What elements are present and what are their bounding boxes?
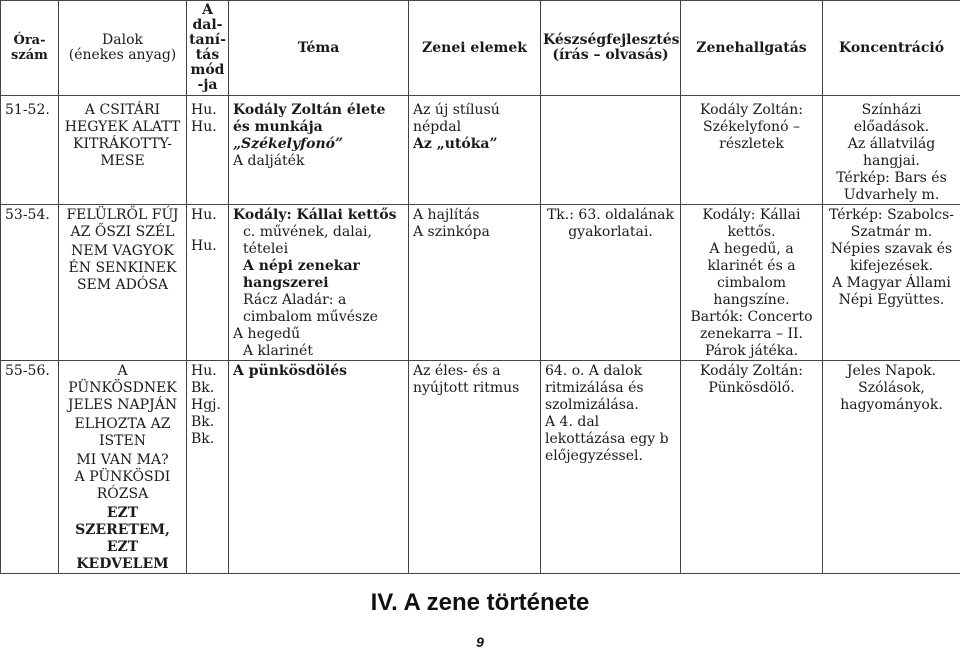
header-keszseg-text: Készségfejlesztés (írás – olvasás) bbox=[543, 32, 680, 63]
song-title: NEM VAGYOK ÉN SENKINEK SEM ADÓSA bbox=[68, 243, 177, 293]
cell-zenehallgatas bbox=[681, 361, 823, 574]
method-value: Bk. bbox=[191, 414, 215, 430]
topic-line: c. művének, dalai, tételei bbox=[243, 224, 372, 257]
listening-item: Kodály: Kállai kettős. bbox=[702, 207, 801, 240]
cell-keszseg bbox=[541, 205, 681, 361]
music-element: Az „utóka” bbox=[413, 136, 498, 152]
cell-mod bbox=[187, 205, 229, 361]
cell-zenehallgatas bbox=[681, 96, 823, 205]
method-value: Hgj. bbox=[191, 397, 221, 413]
music-element: A szinkópa bbox=[413, 224, 490, 240]
skill-item: 64. o. A dalok ritmizálása és szolmizálása. bbox=[545, 363, 644, 413]
method-value: Hu. bbox=[191, 238, 217, 254]
concentration-item: Szólások, hagyományok. bbox=[840, 380, 943, 413]
header-ora bbox=[1, 1, 59, 96]
topic-line: A klarinét bbox=[243, 343, 313, 359]
song-title: ELHOZTA AZ ISTEN bbox=[74, 416, 171, 449]
method-value: Bk. bbox=[191, 380, 215, 396]
header-dalok bbox=[59, 1, 187, 96]
cell-zenei bbox=[409, 361, 541, 574]
header-row bbox=[1, 1, 960, 96]
header-mod-text: A dal- taní- tás mód -ja bbox=[189, 2, 226, 93]
cell-koncentracio bbox=[823, 205, 960, 361]
chapter-title: IV. A zene története bbox=[370, 589, 590, 616]
cell-dalok bbox=[59, 361, 187, 574]
cell-mod bbox=[187, 96, 229, 205]
cell-dalok bbox=[59, 205, 187, 361]
concentration-item: Az állatvilág hangjai. bbox=[847, 136, 936, 169]
method-value: Hu. bbox=[191, 119, 217, 135]
header-zenei-text: Zenei elemek bbox=[422, 39, 527, 56]
method-value: Hu. bbox=[191, 363, 217, 379]
cell-koncentracio bbox=[823, 361, 960, 574]
topic-line: Kodály Zoltán élete és munkája bbox=[233, 102, 386, 135]
ora-value: 51-52. bbox=[5, 102, 50, 118]
header-ora-text: Óra- szám bbox=[11, 33, 48, 63]
method-value: Hu. bbox=[191, 207, 217, 223]
cell-mod bbox=[187, 361, 229, 574]
topic-line: A népi zenekar hangszerei bbox=[243, 258, 360, 291]
cell-zenei bbox=[409, 205, 541, 361]
topic-line: A pünkösdölés bbox=[233, 363, 348, 379]
cell-dalok bbox=[59, 96, 187, 205]
cell-ora bbox=[1, 205, 59, 361]
cell-zenehallgatas bbox=[681, 205, 823, 361]
topic-line: Kodály: Kállai kettős bbox=[233, 207, 397, 223]
cell-tema bbox=[229, 205, 409, 361]
concentration-item: A Magyar Állami Népi Együttes. bbox=[832, 275, 951, 308]
song-title: A CSITÁRI HEGYEK ALATT bbox=[64, 102, 181, 135]
song-title: A PÜNKÖSDI RÓZSA bbox=[74, 469, 171, 502]
cell-keszseg bbox=[541, 96, 681, 205]
cell-zenei bbox=[409, 96, 541, 205]
topic-line: A daljáték bbox=[233, 153, 305, 169]
cell-tema bbox=[229, 361, 409, 574]
concentration-item: Népies szavak és kifejezések. bbox=[830, 241, 953, 274]
method-value: Bk. bbox=[191, 431, 215, 447]
header-zenehallgatas bbox=[681, 1, 823, 96]
header-tema-text: Téma bbox=[297, 39, 340, 56]
concentration-item: Térkép: Bars és Udvarhely m. bbox=[836, 170, 947, 203]
skill-item: A 4. dal lekottázása egy b előjegyzéssel. bbox=[545, 414, 669, 464]
method-value: Hu. bbox=[191, 102, 217, 118]
listening-item: Kodály Zoltán: Székelyfonó – részletek bbox=[700, 102, 803, 152]
concentration-item: Jeles Napok. bbox=[846, 363, 937, 379]
page-number: 9 bbox=[476, 634, 484, 650]
header-mod bbox=[187, 1, 229, 96]
cell-ora bbox=[1, 361, 59, 574]
header-tema bbox=[229, 1, 409, 96]
listening-item: A hegedű, a klarinét és a cimbalom hangszíne. bbox=[707, 241, 796, 308]
cell-ora bbox=[1, 96, 59, 205]
song-title: A PÜNKÖSDNEK JELES NAPJÁN bbox=[67, 363, 178, 413]
listening-item: Bartók: Concerto zenekarra – II. Párok játéka. bbox=[690, 309, 813, 359]
song-title: EZT SZERETEM, EZT KEDVELEM bbox=[75, 505, 170, 572]
header-zenehallgatas-text: Zenehallgatás bbox=[696, 39, 807, 56]
song-title: FELÜLRŐL FÚJ AZ ŐSZI SZÉL bbox=[66, 207, 179, 240]
cell-tema bbox=[229, 96, 409, 205]
concentration-item: Színházi előadások. bbox=[853, 102, 930, 135]
music-element: A hajlítás bbox=[413, 207, 480, 223]
song-title: KITRÁKOTTY-MESE bbox=[73, 136, 172, 169]
table-row bbox=[1, 96, 960, 205]
header-zenei bbox=[409, 1, 541, 96]
topic-line: A hegedű bbox=[233, 326, 301, 342]
cell-keszseg bbox=[541, 361, 681, 574]
ora-value: 55-56. bbox=[5, 363, 50, 379]
cell-koncentracio bbox=[823, 96, 960, 205]
ora-value: 53-54. bbox=[5, 207, 50, 223]
music-element: Az éles- és a nyújtott ritmus bbox=[413, 363, 520, 396]
header-koncentracio bbox=[823, 1, 960, 96]
topic-line: Rácz Aladár: a cimbalom művésze bbox=[243, 292, 378, 325]
table-row bbox=[1, 205, 960, 361]
concentration-item: Térkép: Szabolcs-Szatmár m. bbox=[828, 207, 955, 240]
listening-item: Kodály Zoltán: Pünkösdölő. bbox=[700, 363, 803, 396]
music-element: Az új stílusú népdal bbox=[413, 102, 500, 135]
header-koncentracio-text: Koncentráció bbox=[838, 39, 945, 56]
header-keszseg bbox=[541, 1, 681, 96]
header-dalok-text: Dalok (énekes anyag) bbox=[68, 32, 177, 63]
skill-item: Tk.: 63. oldalának gyakorlatai. bbox=[546, 207, 675, 240]
table-row bbox=[1, 361, 960, 574]
song-title: MI VAN MA? bbox=[76, 452, 169, 468]
topic-line: „Székelyfonó” bbox=[233, 136, 344, 152]
